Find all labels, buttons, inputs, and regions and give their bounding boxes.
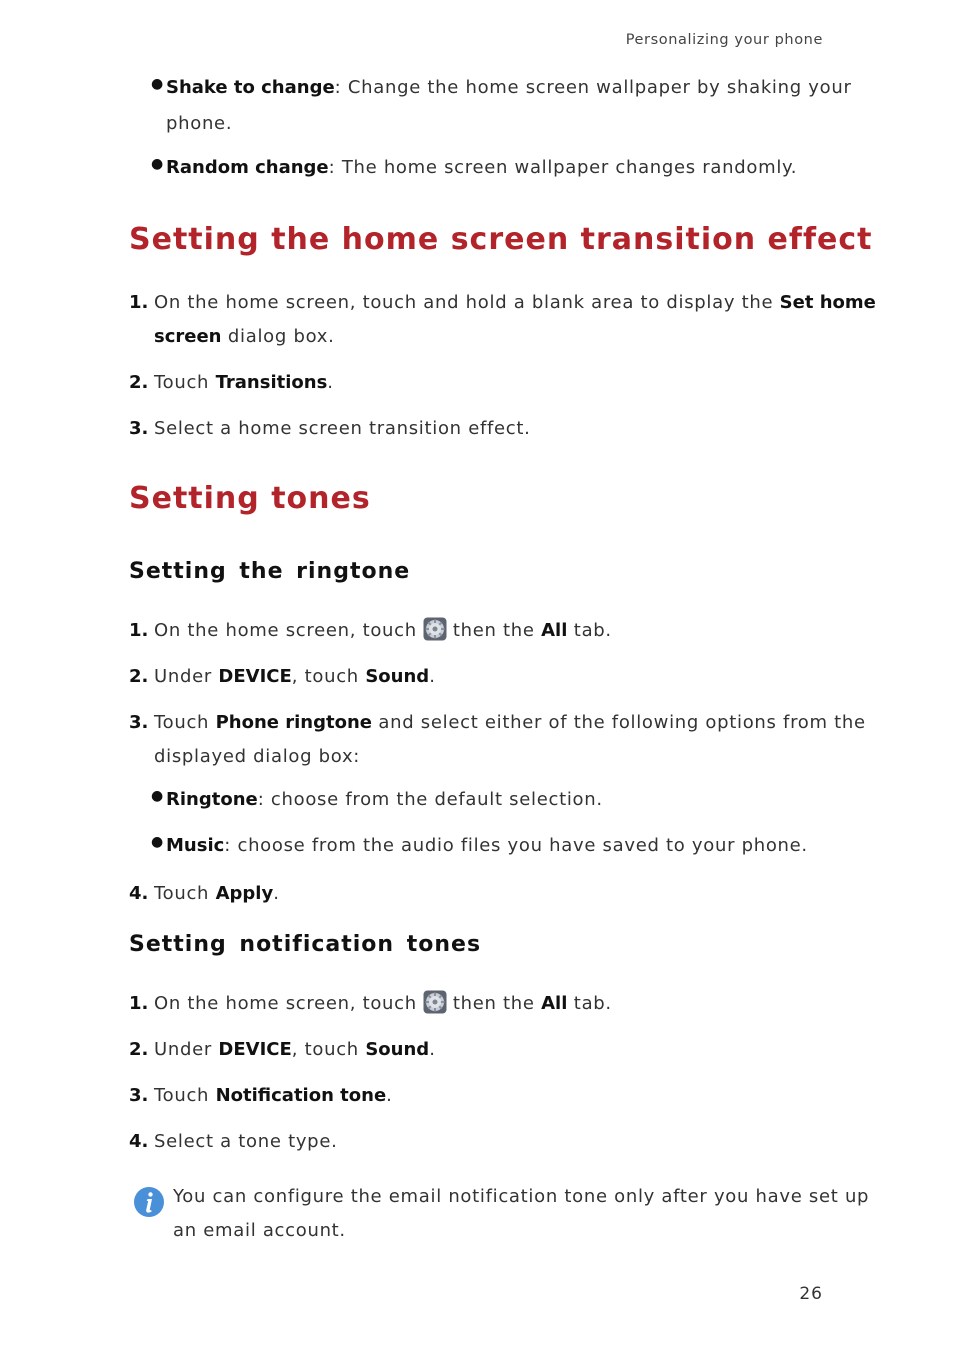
step-text: Under DEVICE, touch Sound. bbox=[154, 666, 436, 687]
subsection-title-notification: Setting notification tones bbox=[129, 932, 482, 957]
step-number: 2. bbox=[129, 666, 149, 687]
info-icon bbox=[133, 1186, 165, 1218]
step-text: Touch Phone ringtone and select either of the following options from the bbox=[154, 712, 866, 733]
step-text: On the home screen, touch then the All tab. bbox=[154, 986, 612, 1022]
step-text: Touch Transitions. bbox=[154, 372, 334, 393]
step-text: Select a tone type. bbox=[154, 1131, 338, 1152]
list-item: Music: choose from the audio files you have saved to your phone. bbox=[166, 835, 808, 856]
subsection-title-ringtone: Setting the ringtone bbox=[129, 559, 411, 584]
step-text: Under DEVICE, touch Sound. bbox=[154, 1039, 436, 1060]
page-number: 26 bbox=[799, 1284, 823, 1304]
section-title-transition: Setting the home screen transition effect bbox=[129, 222, 873, 257]
step-number: 2. bbox=[129, 1039, 149, 1060]
note-text-continuation: an email account. bbox=[173, 1220, 346, 1241]
step-text: Touch Notification tone. bbox=[154, 1085, 393, 1106]
step-text-continuation: screen dialog box. bbox=[154, 326, 335, 347]
step-text: Touch Apply. bbox=[154, 883, 280, 904]
step-number: 3. bbox=[129, 1085, 149, 1106]
bullet-icon: ● bbox=[151, 834, 164, 850]
step-number: 1. bbox=[129, 993, 149, 1014]
step-number: 2. bbox=[129, 372, 149, 393]
step-text-continuation: displayed dialog box: bbox=[154, 746, 361, 767]
bullet-icon: ● bbox=[151, 76, 164, 92]
running-header: Personalizing your phone bbox=[625, 32, 823, 48]
list-item: Shake to change: Change the home screen wallpaper by shaking your bbox=[166, 77, 852, 98]
list-item-continuation: phone. bbox=[166, 113, 233, 134]
list-item: Ringtone: choose from the default selection. bbox=[166, 789, 603, 810]
step-number: 4. bbox=[129, 883, 149, 904]
section-title-tones: Setting tones bbox=[129, 481, 371, 516]
step-number: 3. bbox=[129, 418, 149, 439]
step-number: 4. bbox=[129, 1131, 149, 1152]
step-number: 3. bbox=[129, 712, 149, 733]
step-text: On the home screen, touch and hold a blank area to display the Set home bbox=[154, 292, 876, 313]
step-number: 1. bbox=[129, 620, 149, 641]
note-text: You can configure the email notification tone only after you have set up bbox=[173, 1186, 870, 1207]
bullet-icon: ● bbox=[151, 156, 164, 172]
settings-gear-icon bbox=[423, 990, 447, 1014]
settings-gear-icon bbox=[423, 617, 447, 641]
step-text: Select a home screen transition effect. bbox=[154, 418, 531, 439]
list-item: Random change: The home screen wallpaper changes randomly. bbox=[166, 157, 798, 178]
bullet-icon: ● bbox=[151, 788, 164, 804]
step-text: On the home screen, touch then the All tab. bbox=[154, 613, 612, 649]
step-number: 1. bbox=[129, 292, 149, 313]
